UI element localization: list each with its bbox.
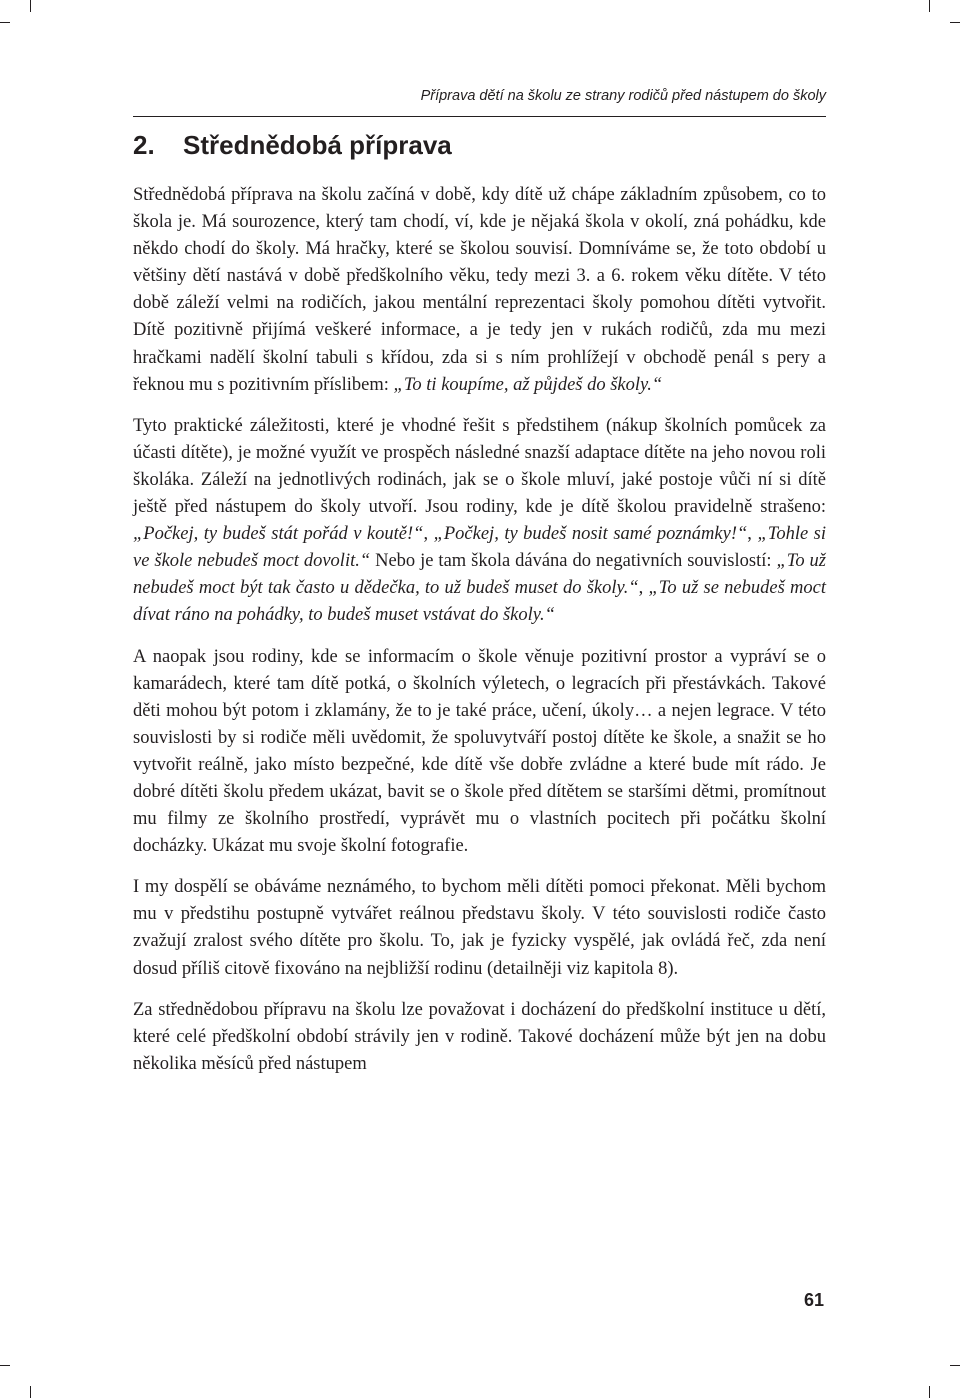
crop-mark-top-right	[929, 0, 930, 12]
quote: „Počkej, ty budeš stát pořád v koutě!“	[133, 524, 424, 545]
crop-mark-top-left-h	[0, 22, 10, 23]
paragraph-1	[133, 182, 826, 399]
crop-mark-bottom-right	[929, 1386, 930, 1398]
chapter-title: Střednědobá příprava	[183, 130, 452, 160]
quote: „Počkej, ty budeš nosit samé poznámky!“	[433, 524, 748, 545]
crop-mark-bottom-left-h	[0, 1365, 10, 1366]
paragraph-text: Tyto praktické záležitosti, které je vhodné řešit s předstihem (nákup školních pomůcek za účasti dítěte), je možné využít ve prospěch následné snazší adaptace dítěte na jeho novou roli školáka. Záleží na jednotlivých rodinách, jak se o škole mluví, jaké postoje vůči ní si dítě ještě před nástupem do školy utvoří. Jsou rodiny, kde je dítě školou pravidelně strašeno:	[133, 415, 826, 518]
crop-mark-top-left	[30, 0, 31, 12]
separator: ,	[638, 578, 649, 599]
paragraph-2	[133, 413, 826, 630]
quote: „To ti koupíme, až půjdeš do školy.“	[393, 374, 663, 395]
paragraph-text: Nebo je tam škola dávána do negativních souvislostí:	[370, 551, 777, 572]
running-header	[133, 86, 826, 117]
crop-mark-bottom-right-h	[950, 1365, 960, 1366]
page-number: 61	[804, 1290, 825, 1310]
paragraph-text: Střednědobá příprava na školu začíná v době, kdy dítě už chápe základním způsobem, co to škola je. Má sourozence, který tam chodí, ví, kde je nějaká škola v okolí, zná pohádku, kde někdo chodí do školy. Má hračky, které se školou souvisí. Domníváme se, že toto období u většiny dětí nastává v době předškolního věku, tedy mezi 3. a 6. rokem věku dítěte. V této době záleží velmi na rodičích, jakou mentální reprezentaci školy pomohou dítěti vytvořit. Dítě pozitivně přijímá veškeré informace, a je tedy jen v rukách rodičů, zda mu mezi hračkami nadělí školní tabuli s křídou, zda si s ním prohlížejí v obchodě penál s pery a řeknou mu s pozitivním příslibem:	[133, 185, 826, 395]
paragraph-text: A naopak jsou rodiny, kde se informacím o škole věnuje pozitivní prostor a vypráví se o kamarádech, které tam dítě potká, o školních výletech, o legracích při přestávkách. Takové děti mohou být potom i zklamány, že to je také práce, učení, úkoly… a nejen legrace. V této souvislosti by si rodiče měli uvědomit, že spoluvytváří postoj dítěte ke škole, a snažit se ho vytvořit reálně, jako místo bezpečné, kde dítě vše dobře zvládne a které bude mít rádo. Je dobré dítěti školu předem ukázat, bavit se o škole před dítětem se staršími dětmi, promítnout mu filmy ze školního prostředí, vyprávět mu o vlastních pocitech při počátku školní docházky. Ukázat mu svoje školní fotografie.	[133, 646, 826, 857]
paragraph-3	[133, 644, 826, 861]
separator: ,	[423, 524, 434, 545]
crop-mark-bottom-left	[30, 1386, 31, 1398]
paragraph-4	[133, 874, 826, 982]
body-text	[133, 182, 826, 1092]
quote: „To už se nebudeš moct dívat ráno na pohádky, to budeš muset vstávat do školy.“	[133, 578, 826, 626]
running-title: Příprava dětí na školu ze strany rodičů před nástupem do školy	[420, 88, 826, 104]
quote: „Tohle si ve škole nebudeš moct dovolit.“	[133, 524, 827, 572]
paragraph-text: Za střednědobou přípravu na školu lze považovat i docházení do předškolní instituce u dětí, které celé předškolní období strávily jen v rodině. Takové docházení může být jen na dobu několika měsíců před nástupem	[133, 999, 826, 1074]
paragraph-text: I my dospělí se obáváme neznámého, to bychom měli dítěti pomoci překonat. Měli bychom mu v předstihu postupně vytvářet reálnou představu školy. V této souvislosti rodiče často zvažují zralost svého dítěte pro školu. To, jak je fyzicky vyspělé, jak ovládá řeč, zda není dosud příliš citově fixováno na nejbližší rodinu (detailněji viz kapitola 8).	[133, 877, 826, 979]
crop-mark-top-right-h	[950, 22, 960, 23]
paragraph-5	[133, 997, 826, 1078]
chapter-number: 2.	[133, 130, 155, 160]
separator: ,	[747, 524, 758, 545]
chapter-heading	[133, 130, 452, 161]
quote: „To už nebudeš moct být tak často u dědečka, to už budeš muset do školy.“	[133, 551, 826, 599]
